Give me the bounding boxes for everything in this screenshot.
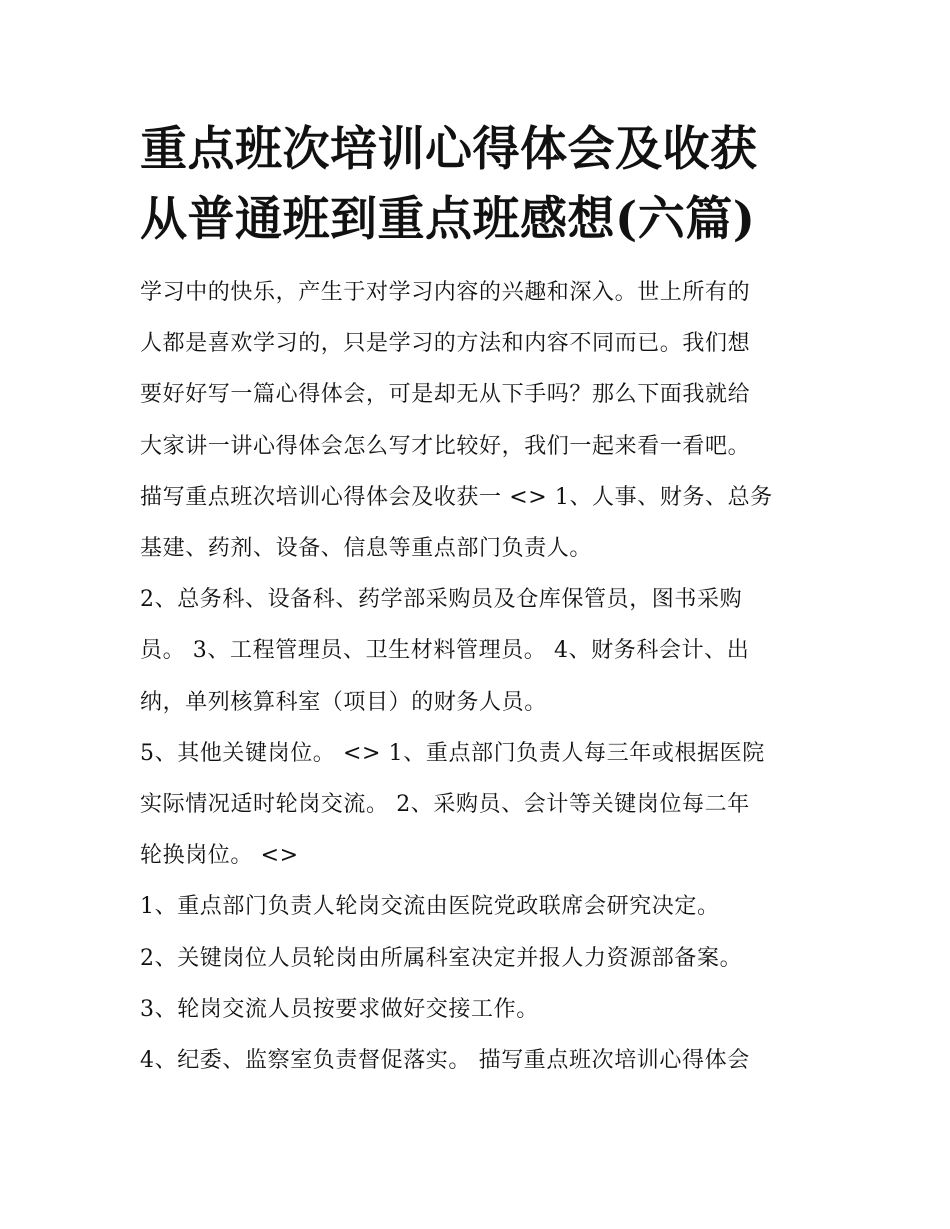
document-title-line-1: 重点班次培训心得体会及收获 — [140, 122, 758, 177]
body-line: 2、关键岗位人员轮岗由所属科室决定并报人力资源部备案。 — [140, 945, 743, 971]
body-line: 2、总务科、设备科、药学部采购员及仓库保管员，图书采购 — [140, 587, 743, 613]
body-line: 1、重点部门负责人轮岗交流由医院党政联席会研究决定。 — [140, 894, 720, 920]
body-line: 要好好写一篇心得体会，可是却无从下手吗？那么下面我就给 — [140, 382, 751, 408]
body-line: 描写重点班次培训心得体会及收获一 <> 1、人事、财务、总务 — [140, 484, 773, 510]
body-line: 3、轮岗交流人员按要求做好交接工作。 — [140, 996, 539, 1022]
body-line: 5、其他关键岗位。 <> 1、重点部门负责人每三年或根据医院 — [140, 740, 765, 766]
body-line: 纳，单列核算科室（项目）的财务人员。 — [140, 689, 547, 715]
body-line: 大家讲一讲心得体会怎么写才比较好，我们一起来看一看吧。 — [140, 433, 751, 459]
document-page — [140, 115, 820, 1086]
body-line: 员。 3、工程管理员、卫生材料管理员。 4、财务科会计、出 — [140, 638, 750, 664]
document-body — [140, 267, 820, 1086]
body-line: 基建、药剂、设备、信息等重点部门负责人。 — [140, 536, 593, 562]
body-line: 轮换岗位。 <> — [140, 843, 299, 869]
document-title-line-2: 从普通班到重点班感想(六篇) — [140, 192, 756, 247]
body-line: 实际情况适时轮岗交流。 2、采购员、会计等关键岗位每二年 — [140, 792, 750, 818]
body-line: 学习中的快乐，产生于对学习内容的兴趣和深入。世上所有的 — [140, 280, 751, 305]
body-line: 4、纪委、监察室负责督促落实。 描写重点班次培训心得体会 — [140, 1048, 750, 1074]
body-line: 人都是喜欢学习的，只是学习的方法和内容不同而已。我们想 — [140, 331, 751, 357]
